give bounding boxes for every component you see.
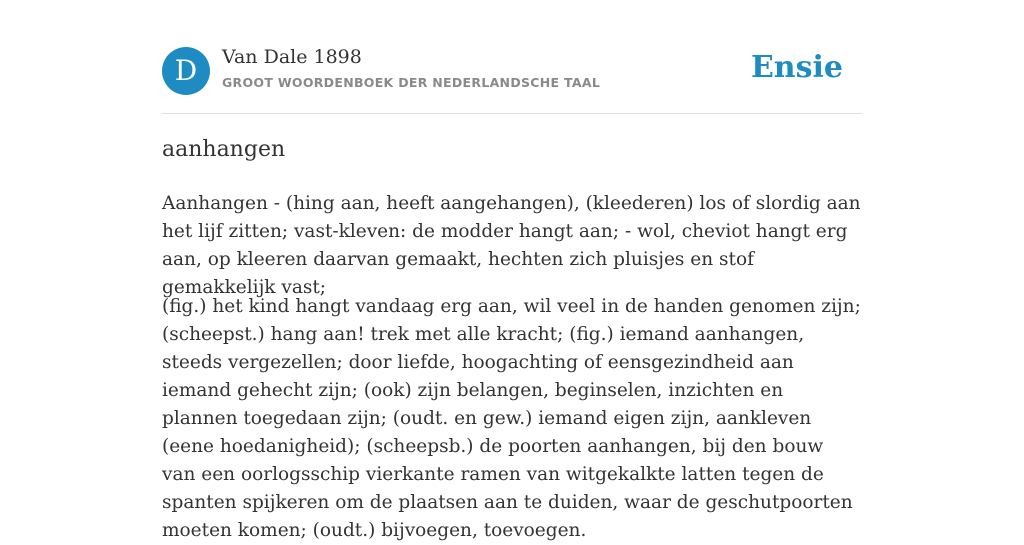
dictionary-logo[interactable]: D: [162, 47, 210, 95]
header-divider: [162, 113, 862, 114]
definition-paragraph-2: (fig.) het kind hangt vandaag erg aan, wil veel in de handen genomen zijn; (scheepst.) hang aan! trek met alle kracht; (fig.) iemand aanhangen, steeds vergezellen; door liefde, hoogachting of eensgezindheid aan iemand gehecht zijn; (ook) zijn belangen, beginselen, inzichten en plannen toegedaan zijn; (oudt. en gew.) iemand eigen zijn, aankleven (eene hoedanigheid); (scheepsb.) de poorten aanhangen, bij den bouw van een oorlogsschip vierkante ramen van witgekalkte latten tegen de spanten spijkeren om de plaatsen aan te duiden, waar de geschutpoorten moeten komen; (oudt.) bijvoegen, toevoegen.: [162, 296, 861, 541]
dictionary-subtitle: GROOT WOORDENBOEK DER NEDERLANDSCHE TAAL: [222, 75, 601, 90]
header: [162, 46, 862, 96]
ensie-logo[interactable]: Ensie: [750, 50, 843, 85]
entry-headword: aanhangen: [162, 137, 286, 162]
definition-paragraph-1: Aanhangen - (hing aan, heeft aangehangen), (kleederen) los of slordig aan het lijf zitten; vast-kleven: de modder hangt aan; - wol, cheviot hangt erg aan, op kleeren daarvan gemaakt, hechten zich pluisjes en stof gemakkelijk vast;: [162, 193, 861, 298]
dictionary-title[interactable]: Van Dale 1898: [222, 46, 362, 68]
